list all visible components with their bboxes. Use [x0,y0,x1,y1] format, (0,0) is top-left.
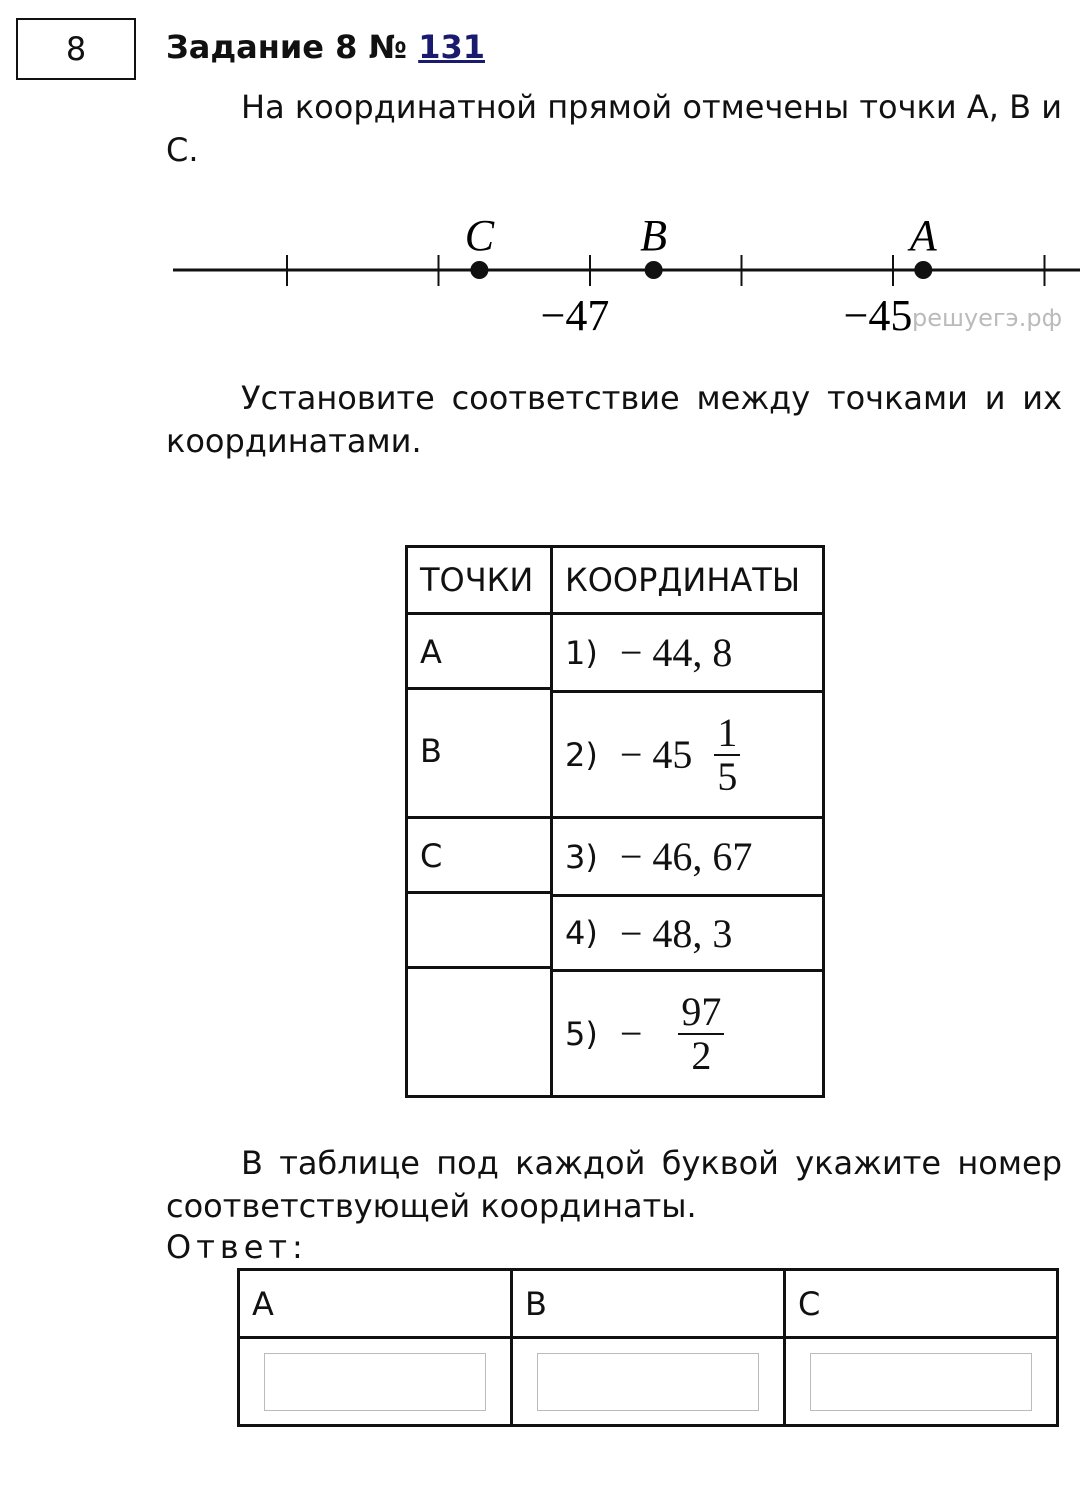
numerator: 97 [678,991,724,1035]
matching-table [405,545,825,1098]
coord-number: 2) [565,735,598,774]
answer-table [237,1268,1059,1427]
tick-label: −47 [540,291,610,340]
header-points: ТОЧКИ [405,545,553,615]
coord-value: − 48, 3 [619,910,733,956]
instruction-text [166,377,1062,463]
fraction [678,988,724,1078]
answer-header-b: B [512,1270,785,1338]
coord-value: − [619,1011,643,1056]
point-cell: C [405,819,553,894]
coord-number: 4) [565,914,598,952]
point-cell: B [405,690,553,819]
denominator: 2 [691,1032,712,1078]
header-coordinates: КООРДИНАТЫ [550,545,825,615]
denominator: 5 [717,753,738,799]
numerator: 1 [714,712,740,756]
answer-input-b[interactable] [537,1353,759,1411]
title-prefix: Задание 8 № [166,28,419,66]
instruction-label: Установите соответствие между точками и их координатами. [166,379,1062,460]
answer-instruction-label: В таблице под каждой буквой укажите номер соответствующей координаты. [166,1144,1062,1225]
intro-text [166,86,1062,172]
watermark: решуегэ.рф [912,304,1063,332]
answer-label: Ответ: [166,1228,308,1266]
coord-value: − 45 [619,732,693,777]
answer-input-a[interactable] [264,1353,486,1411]
task-title [166,28,485,66]
point-cell [405,969,553,1098]
coord-number: 1) [565,633,598,672]
task-link[interactable]: 131 [418,28,485,66]
coord-number: 5) [565,1014,598,1053]
answer-header-a: A [239,1270,512,1338]
answer-header-c: C [785,1270,1058,1338]
point-a [914,261,932,279]
coord-value: − 46, 67 [619,834,753,879]
answer-instruction [166,1142,1062,1228]
answer-input-c[interactable] [810,1353,1032,1411]
point-b [645,261,663,279]
point-label: A [909,211,937,260]
coord-value: − 44, 8 [619,630,733,675]
tick-label: −45 [843,291,913,340]
task-number-box: 8 [16,18,136,80]
number-line [0,200,1080,350]
intro-label: На координатной прямой отмечены точки A, B и C. [166,88,1062,169]
point-cell: A [405,615,553,690]
point-label: C [464,211,495,260]
point-cell [405,894,553,969]
point-label: B [640,211,668,260]
coord-number: 3) [565,837,598,876]
point-c [470,261,488,279]
fraction [714,709,740,799]
